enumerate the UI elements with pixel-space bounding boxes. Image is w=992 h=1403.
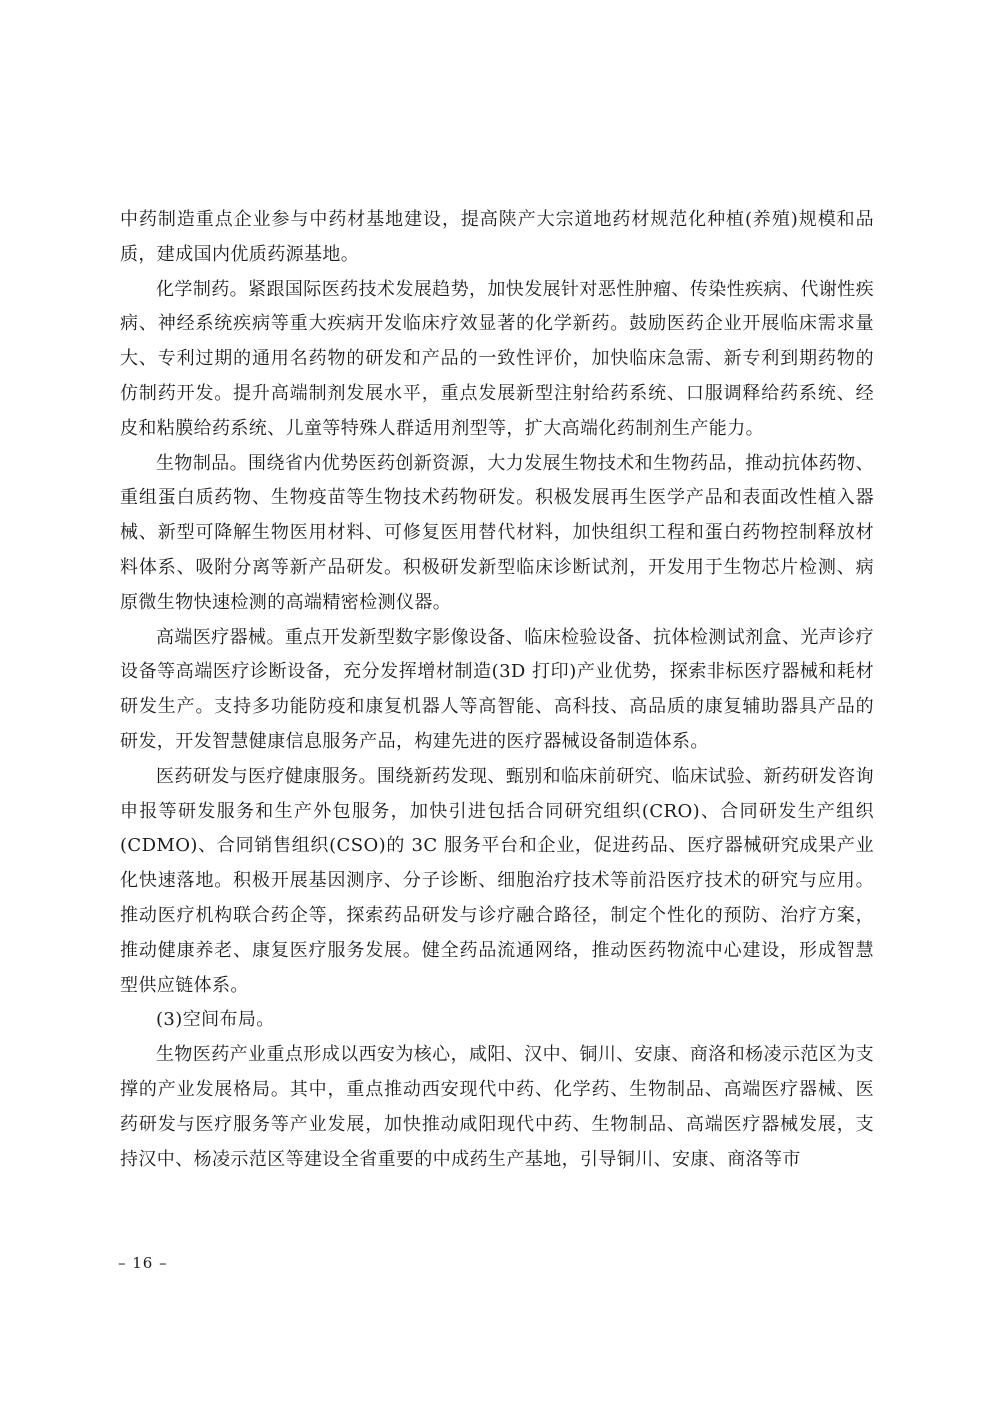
document-body [120,203,874,1177]
paragraph-medical-devices: 高端医疗器械。重点开发新型数字影像设备、临床检验设备、抗体检测试剂盒、光声诊疗设备等高端医疗诊断设备，充分发挥增材制造(3D 打印)产业优势，探索非标医疗器械和耗材研发生产。支持多功能防疫和康复机器人等高智能、高科技、高品质的康复辅助器具产品的研发，开发智慧健康信息服务产品，构建先进的医疗器械设备制造体系。 [120,626,874,752]
paragraph-spatial-layout: 生物医药产业重点形成以西安为核心，咸阳、汉中、铜川、安康、商洛和杨凌示范区为支撑的产业发展格局。其中，重点推动西安现代中药、化学药、生物制品、高端医疗器械、医药研发与医疗服务等产业发展，加快推动咸阳现代中药、生物制品、高端医疗器械发展，支持汉中、杨凌示范区等建设全省重要的中成药生产基地，引导铜川、安康、商洛等市 [120,1044,874,1170]
paragraph-rd-health-services: 医药研发与医疗健康服务。围绕新药发现、甄别和临床前研究、临床试验、新药研发咨询申报等研发服务和生产外包服务，加快引进包括合同研究组织(CRO)、合同研发生产组织(CDMO)、合同销售组织(CSO)的 3C 服务平台和企业，促进药品、医疗器械研究成果产业化快速落地。积极开展基因测序、分子诊断、细胞治疗技术等前沿医疗技术的研究与应用。推动医疗机构联合药企等，探索药品研发与诊疗融合路径，制定个性化的预防、治疗方案，推动健康养老、康复医疗服务发展。健全药品流通网络，推动医药物流中心建设，形成智慧型供应链体系。 [120,765,874,996]
paragraph-continuation: 中药制造重点企业参与中药材基地建设，提高陕产大宗道地药材规范化种植(养殖)规模和品质，建成国内优质药源基地。 [120,209,874,265]
section-heading-spatial-layout: (3)空间布局。 [156,1009,275,1031]
paragraph-biological-products: 生物制品。围绕省内优势医药创新资源，大力发展生物技术和生物药品，推动抗体药物、重组蛋白质药物、生物疫苗等生物技术药物研发。积极发展再生医学产品和表面改性植入器械、新型可降解生物医用材料、可修复医用替代材料，加快组织工程和蛋白药物控制释放材料体系、吸附分离等新产品研发。积极研发新型临床诊断试剂，开发用于生物芯片检测、病原微生物快速检测的高端精密检测仪器。 [120,452,874,613]
page-number: – 16 – [118,1254,168,1272]
paragraph-chemical-pharma: 化学制药。紧跟国际医药技术发展趋势，加快发展针对恶性肿瘤、传染性疾病、代谢性疾病、神经系统疾病等重大疾病开发临床疗效显著的化学新药。鼓励医药企业开展临床需求量大、专利过期的通用名药物的研发和产品的一致性评价，加快临床急需、新专利到期药物的仿制药开发。提升高端制剂发展水平，重点发展新型注射给药系统、口服调释给药系统、经皮和粘膜给药系统、儿童等特殊人群适用剂型等，扩大高端化药制剂生产能力。 [120,278,874,439]
